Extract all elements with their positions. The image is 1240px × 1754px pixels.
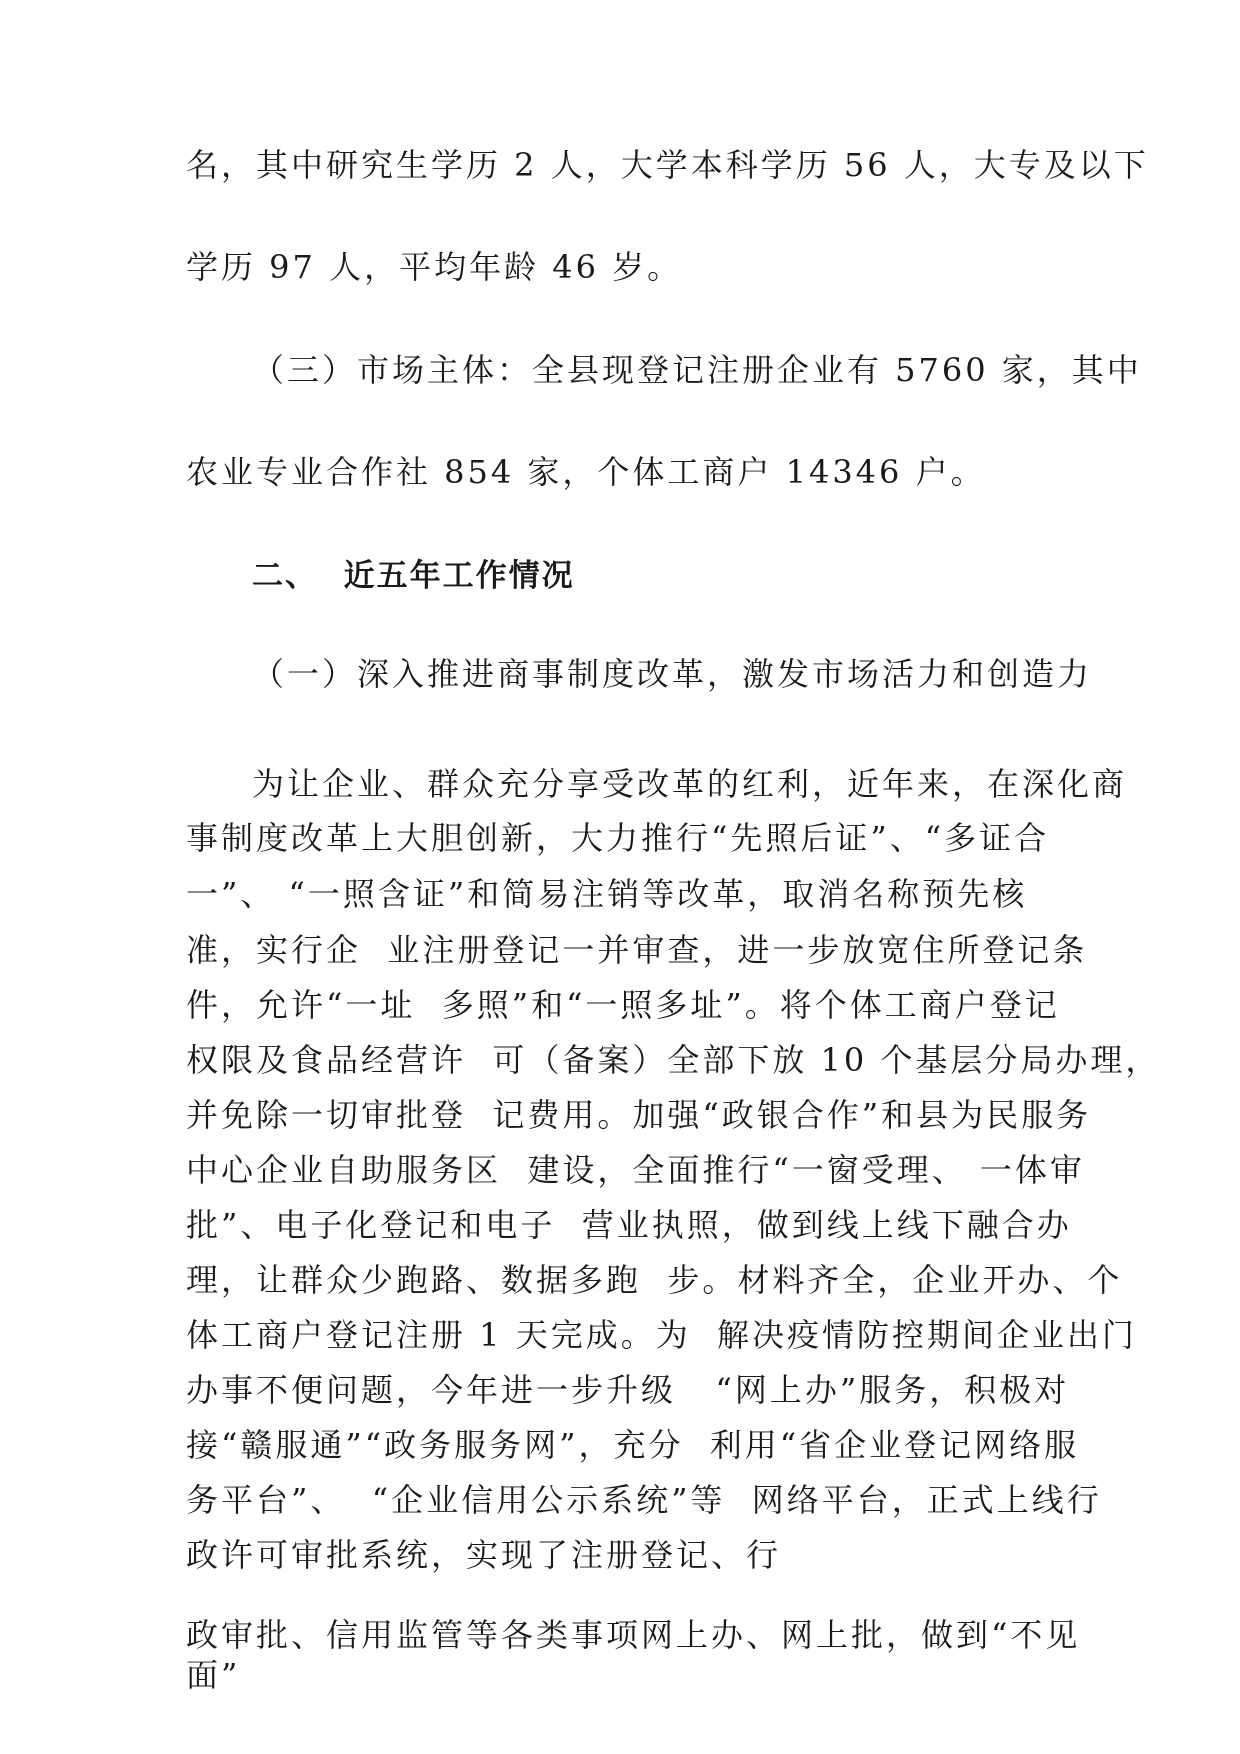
text-line: 中心企业自助服务区 建设，全面推行“一窗受理、 一体审 — [186, 1151, 1085, 1189]
text-line: 批”、电子化登记和电子 营业执照，做到线上线下融合办 — [186, 1206, 1072, 1244]
text-line: 名，其中研究生学历 2 人，大学本科学历 56 人，大专及以下 — [186, 146, 1149, 184]
text-line: 事制度改革上大胆创新，大力推行“先照后证”、“多证合 — [186, 819, 1050, 857]
text-line: 学历 97 人，平均年龄 46 岁。 — [186, 248, 683, 286]
text-line: 政许可审批系统，实现了注册登记、行 — [186, 1536, 782, 1574]
text-line: 接“赣服通”“政务服务网”，充分 利用“省企业登记网络服 — [186, 1426, 1080, 1464]
text-line: 为让企业、群众充分享受改革的红利，近年来，在深化商 — [252, 765, 1128, 803]
subsection-heading: （一）深入推进商事制度改革，激发市场活力和创造力 — [252, 655, 1093, 693]
text-line: 权限及食品经营许 可（备案）全部下放 10 个基层分局办理， — [186, 1041, 1161, 1079]
text-line: 面” — [186, 1656, 241, 1694]
text-line: 准，实行企 业注册登记一并审查，进一步放宽住所登记条 — [186, 931, 1088, 969]
text-line: 农业专业合作社 854 家，个体工商户 14346 户。 — [186, 453, 986, 491]
text-line: 务平台”、 “企业信用公示系统”等 网络平台，正式上线行 — [186, 1481, 1102, 1519]
text-line: （三）市场主体：全县现登记注册企业有 5760 家，其中 — [252, 351, 1142, 389]
text-line: 理，让群众少跑路、数据多跑 步。材料齐全，企业开办、个 — [186, 1261, 1123, 1299]
text-line: 办事不便问题，今年进一步升级 “网上办”服务，积极对 — [186, 1371, 1070, 1409]
text-line: 件，允许“一址 多照”和“一照多址”。将个体工商户登记 — [186, 986, 1060, 1024]
text-line: 并免除一切审批登 记费用。加强“政银合作”和县为民服务 — [186, 1096, 1092, 1134]
section-heading: 二、 近五年工作情况 — [252, 558, 575, 594]
text-line: 一”、 “一照含证”和简易注销等改革，取消名称预先核 — [186, 875, 1028, 913]
text-line: 政审批、信用监管等各类事项网上办、网上批，做到“不见 — [186, 1616, 1081, 1654]
text-line: 体工商户登记注册 1 天完成。为 解决疫情防控期间企业出门 — [186, 1316, 1138, 1354]
